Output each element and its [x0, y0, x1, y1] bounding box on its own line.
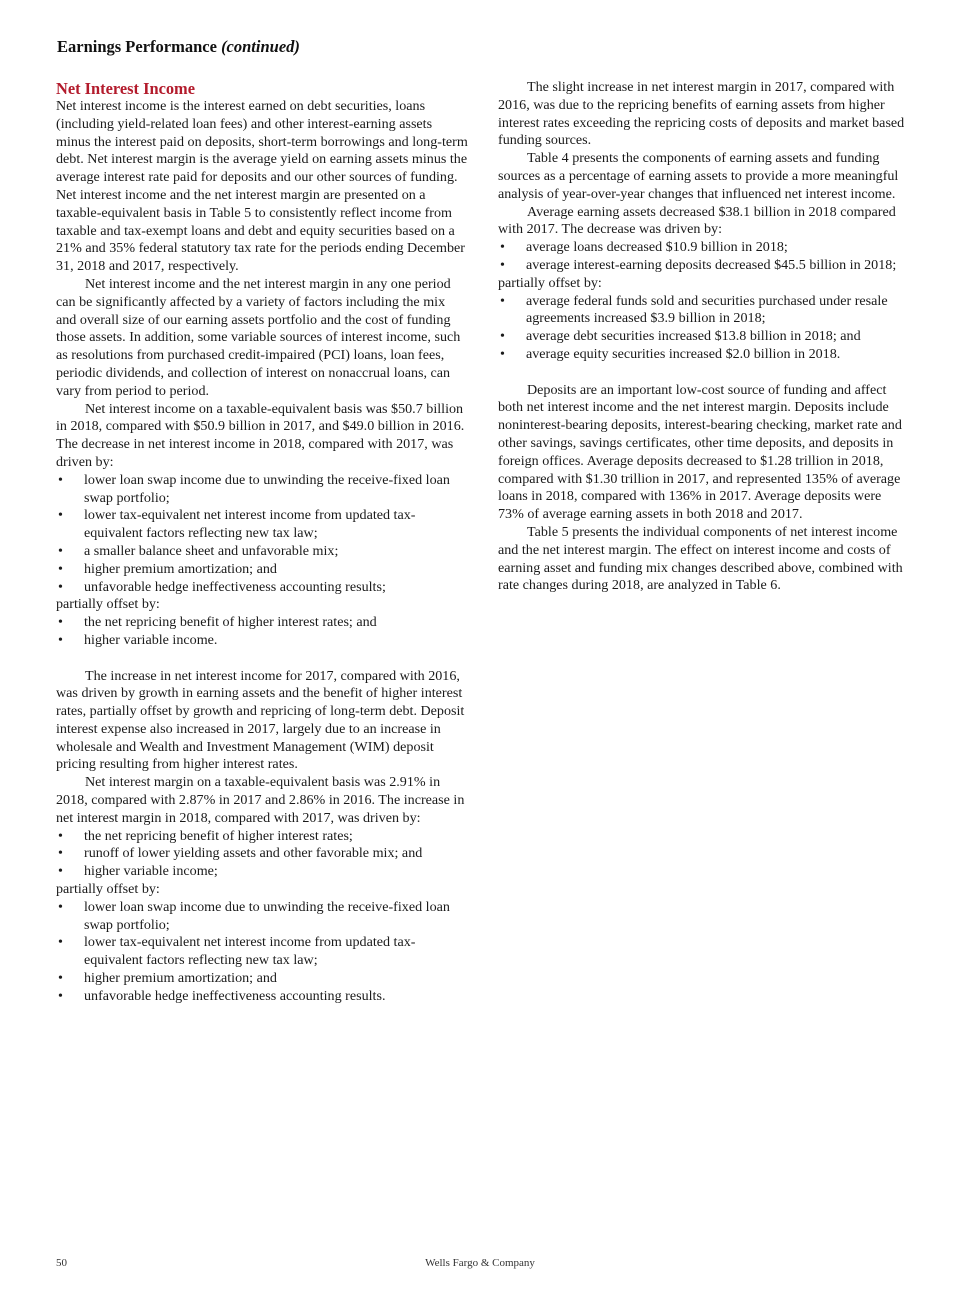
spacer [56, 650, 468, 668]
offset-label: partially offset by: [56, 881, 160, 898]
list-item: • unfavorable hedge ineffectiveness accounting results. [56, 988, 468, 1006]
list-item: • average debt securities increased $13.8 billion in 2018; and [498, 328, 910, 346]
bullet-list [56, 472, 468, 597]
list-item: • average loans decreased $10.9 billion in 2018; [498, 239, 910, 257]
paragraph: The slight increase in net interest margin in 2017, compared with 2016, was due to the repricing benefits of earning assets from higher interest rates exceeding the repricing costs of deposits and market based funding sources. [498, 79, 905, 149]
paragraph: Deposits are an important low-cost source of funding and affect both net interest income and the net interest margin. Deposits include noninterest-bearing deposits, interest-bearing checking, market rate and other savings, savings certificates, other time deposits, and deposits in foreign offices. Average deposits decreased to $1.28 trillion in 2018, compared with $1.30 trillion in 2017, and represented 135% of average loans in 2018, compared with 136% in 2017. Average deposits were 73% of average earning assets in both 2018 and 2017. [498, 381, 902, 523]
bullet-list [56, 828, 468, 881]
page-header-title: Earnings Performance [57, 37, 217, 56]
list-item: • the net repricing benefit of higher interest rates; and [56, 614, 468, 632]
list-item: • a smaller balance sheet and unfavorable mix; [56, 543, 468, 561]
bullet-list [56, 614, 468, 650]
list-item: • lower tax-equivalent net interest income from updated tax-equivalent factors reflecting new tax law; [56, 507, 468, 543]
section-title: Net Interest Income [56, 79, 195, 98]
paragraph: The increase in net interest income for 2017, compared with 2016, was driven by growth in earning assets and the benefit of higher interest rates, partially offset by growth and repricing of long-term debt. Deposit interest expense also increased in 2017, largely due to an increase in wholesale and Wealth and Investment Management (WIM) deposit pricing resulting from higher interest rates. [56, 667, 465, 773]
paragraph: Table 5 presents the individual components of net interest income and the net interest margin. The effect on interest income and costs of earning asset and funding mix changes described above, combined with rate changes during 2018, are analyzed in Table 6. [498, 523, 903, 594]
page-number: 50 [56, 1257, 67, 1269]
footer-company: Wells Fargo & Company [425, 1257, 535, 1269]
list-item: • higher variable income; [56, 863, 468, 881]
list-item: • higher premium amortization; and [56, 561, 468, 579]
page-header [57, 37, 300, 57]
list-item: • higher variable income. [56, 632, 468, 650]
offset-label: partially offset by: [498, 274, 602, 291]
list-item: • the net repricing benefit of higher interest rates; [56, 828, 468, 846]
offset-label: partially offset by: [56, 596, 160, 613]
list-item: • lower loan swap income due to unwinding the receive-fixed loan swap portfolio; [56, 472, 468, 508]
list-item: • average equity securities increased $2.0 billion in 2018. [498, 346, 910, 364]
list-item: • unfavorable hedge ineffectiveness accounting results; [56, 579, 468, 597]
paragraph: Net interest margin on a taxable-equivalent basis was 2.91% in 2018, compared with 2.87% in 2017 and 2.86% in 2016. The increase in net interest margin in 2018, compared with 2017, was driven by: [56, 774, 465, 826]
paragraph: Net interest income and the net interest margin in any one period can be significantly affected by a variety of factors including the mix and overall size of our earning assets portfolio and the cost of funding those assets. In addition, some variable sources of interest income, such as resolutions from purchased credit-impaired (PCI) loans, loan fees, periodic dividends, and collection of interest on nonaccrual loans, can vary from period to period. [56, 275, 461, 399]
left-column [56, 79, 468, 1006]
paragraph: Table 4 presents the components of earning assets and funding sources as a percentage of earning assets to provide a more meaningful analysis of year-over-year changes that influenced net interest income. [498, 150, 899, 202]
paragraph: Average earning assets decreased $38.1 billion in 2018 compared with 2017. The decrease was driven by: [498, 203, 896, 238]
paragraph: Net interest income on a taxable-equivalent basis was $50.7 billion in 2018, compared with $50.9 billion in 2017, and $49.0 billion in 2016. The decrease in net interest income in 2018, compared with 2017, was driven by: [56, 400, 465, 470]
spacer [498, 364, 910, 382]
page-header-continued: (continued) [221, 37, 300, 56]
bullet-list [56, 899, 468, 1006]
paragraph: Net interest income is the interest earned on debt securities, loans (including yield-related loan fees) and other interest-earning assets minus the interest paid on deposits, short-term borrowings and long-term debt. Net interest margin is the average yield on earning assets minus the average interest rate paid for deposits and our other sources of funding. Net interest income and the net interest margin are presented on a taxable-equivalent basis in Table 5 to consistently reflect income from taxable and tax-exempt loans and debt and equity securities based on a 21% and 35% federal statutory tax rate for the periods ending December 31, 2018 and 2017, respectively. [56, 98, 468, 275]
list-item: • lower tax-equivalent net interest income from updated tax-equivalent factors reflecting new tax law; [56, 934, 468, 970]
bullet-list [498, 239, 910, 275]
list-item: • average interest-earning deposits decreased $45.5 billion in 2018; [498, 257, 910, 275]
right-column [498, 79, 910, 595]
list-item: • lower loan swap income due to unwinding the receive-fixed loan swap portfolio; [56, 899, 468, 935]
bullet-list [498, 293, 910, 364]
list-item: • runoff of lower yielding assets and other favorable mix; and [56, 845, 468, 863]
list-item: • higher premium amortization; and [56, 970, 468, 988]
list-item: • average federal funds sold and securities purchased under resale agreements increased $3.9 billion in 2018; [498, 293, 910, 329]
